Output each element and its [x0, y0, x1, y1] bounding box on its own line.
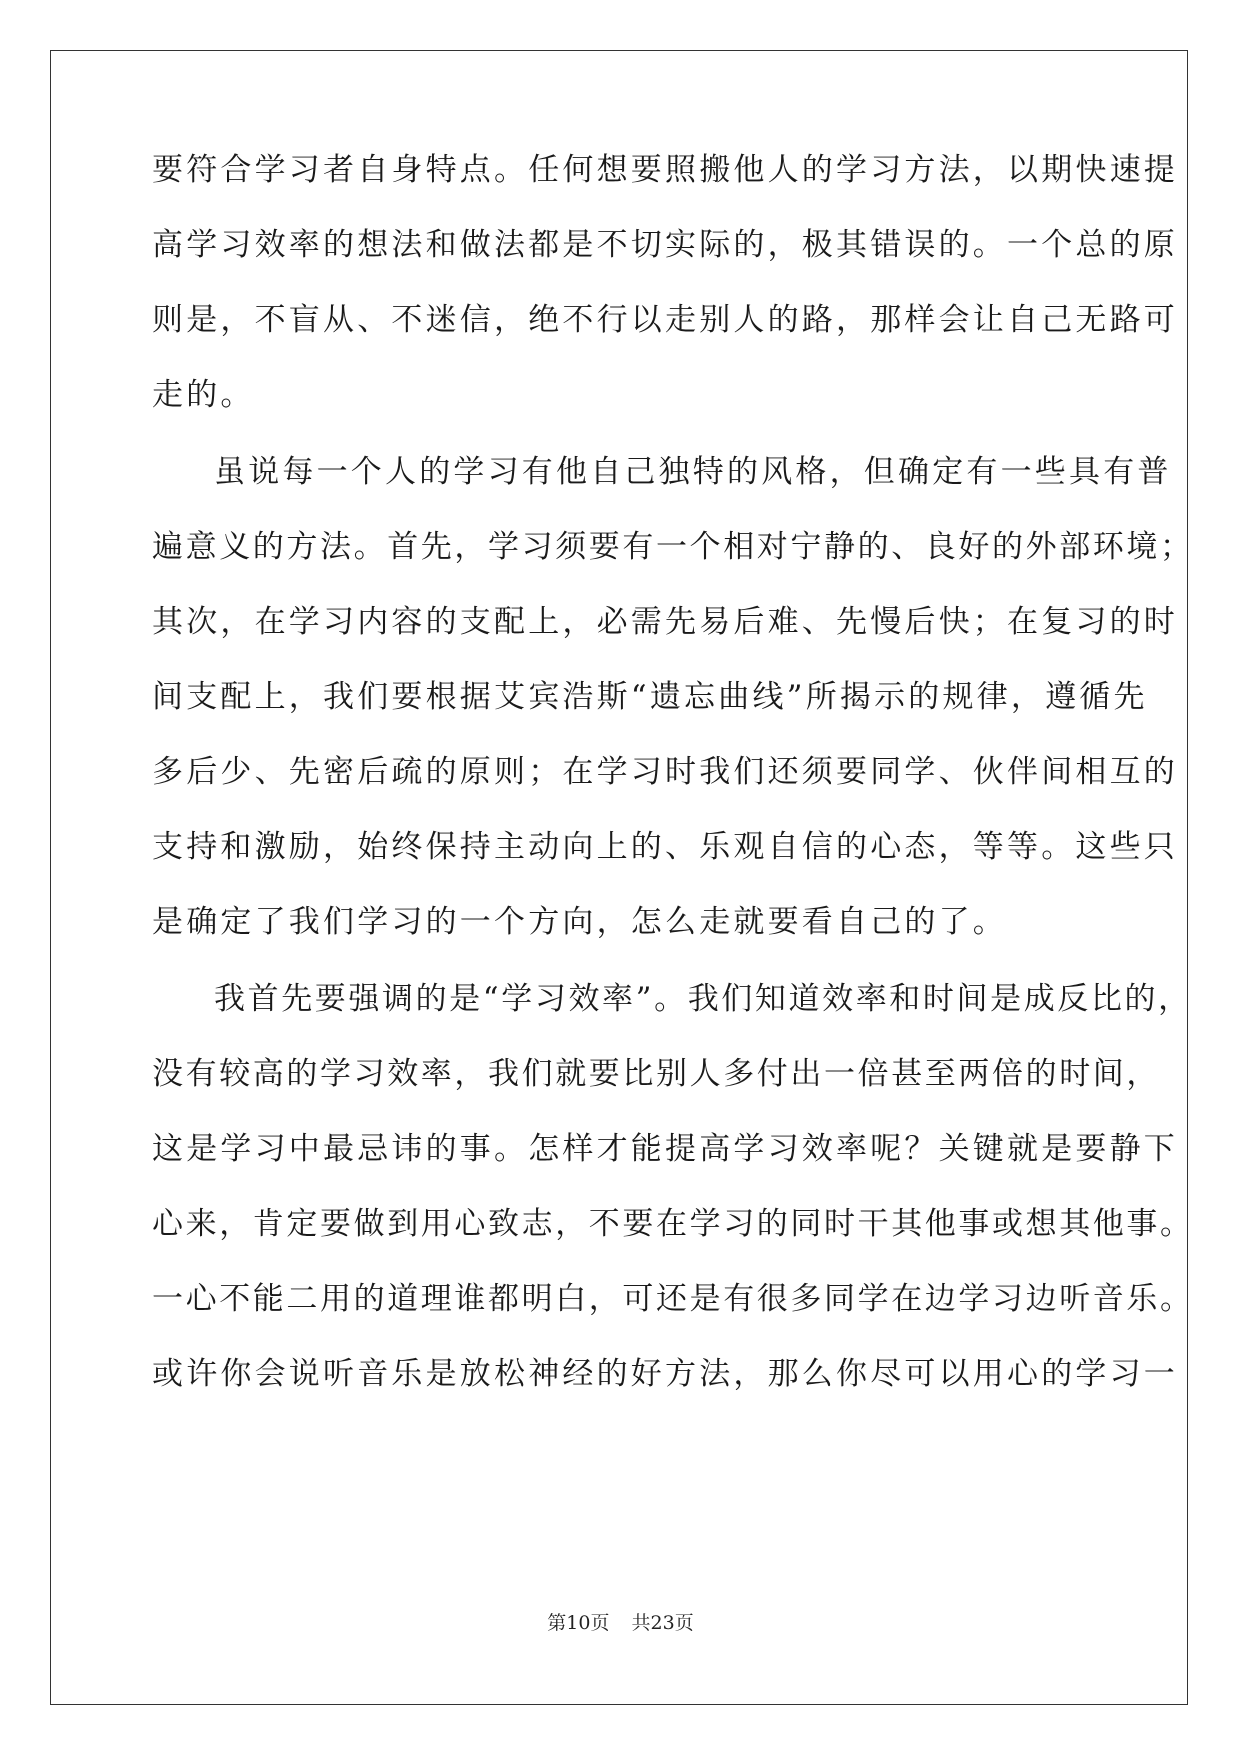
text-line: 高学习效率的想法和做法都是不切实际的，极其错误的。一个总的原: [152, 227, 1178, 263]
text-line: 多后少、先密后疏的原则；在学习时我们还须要同学、伙伴间相互的: [152, 754, 1178, 790]
text-line: 没有较高的学习效率，我们就要比别人多付出一倍甚至两倍的时间，: [152, 1056, 1160, 1092]
text-line: 遍意义的方法。首先，学习须要有一个相对宁静的、良好的外部环境；: [152, 529, 1194, 565]
page-border: [50, 50, 1194, 1705]
text-line: 支持和激励，始终保持主动向上的、乐观自信的心态，等等。这些只: [152, 829, 1178, 865]
text-line: 走的。: [152, 377, 255, 413]
text-line: 我首先要强调的是“学习效率”。我们知道效率和时间是成反比的，: [214, 981, 1192, 1017]
text-line: 是确定了我们学习的一个方向，怎么走就要看自己的了。: [152, 904, 1007, 940]
page-number: 第10页: [547, 1612, 610, 1634]
text-line: 这是学习中最忌讳的事。怎样才能提高学习效率呢？关键就是要静下: [152, 1131, 1178, 1167]
page-total: 共23页: [631, 1612, 694, 1634]
text-line: 其次，在学习内容的支配上，必需先易后难、先慢后快；在复习的时: [152, 604, 1178, 640]
text-line: 虽说每一个人的学习有他自己独特的风格，但确定有一些具有普: [214, 454, 1172, 490]
text-line: 心来，肯定要做到用心致志，不要在学习的同时干其他事或想其他事。: [152, 1206, 1194, 1242]
text-line: 则是，不盲从、不迷信，绝不行以走别人的路，那样会让自己无路可: [152, 302, 1178, 338]
text-line: 间支配上，我们要根据艾宾浩斯“遗忘曲线”所揭示的规律，遵循先: [152, 679, 1148, 715]
text-line: 一心不能二用的道理谁都明白，可还是有很多同学在边学习边听音乐。: [152, 1281, 1194, 1317]
page-footer: [0, 1611, 1241, 1635]
text-line: 要符合学习者自身特点。任何想要照搬他人的学习方法，以期快速提: [152, 152, 1178, 188]
text-line: 或许你会说听音乐是放松神经的好方法，那么你尽可以用心的学习一: [152, 1356, 1178, 1392]
